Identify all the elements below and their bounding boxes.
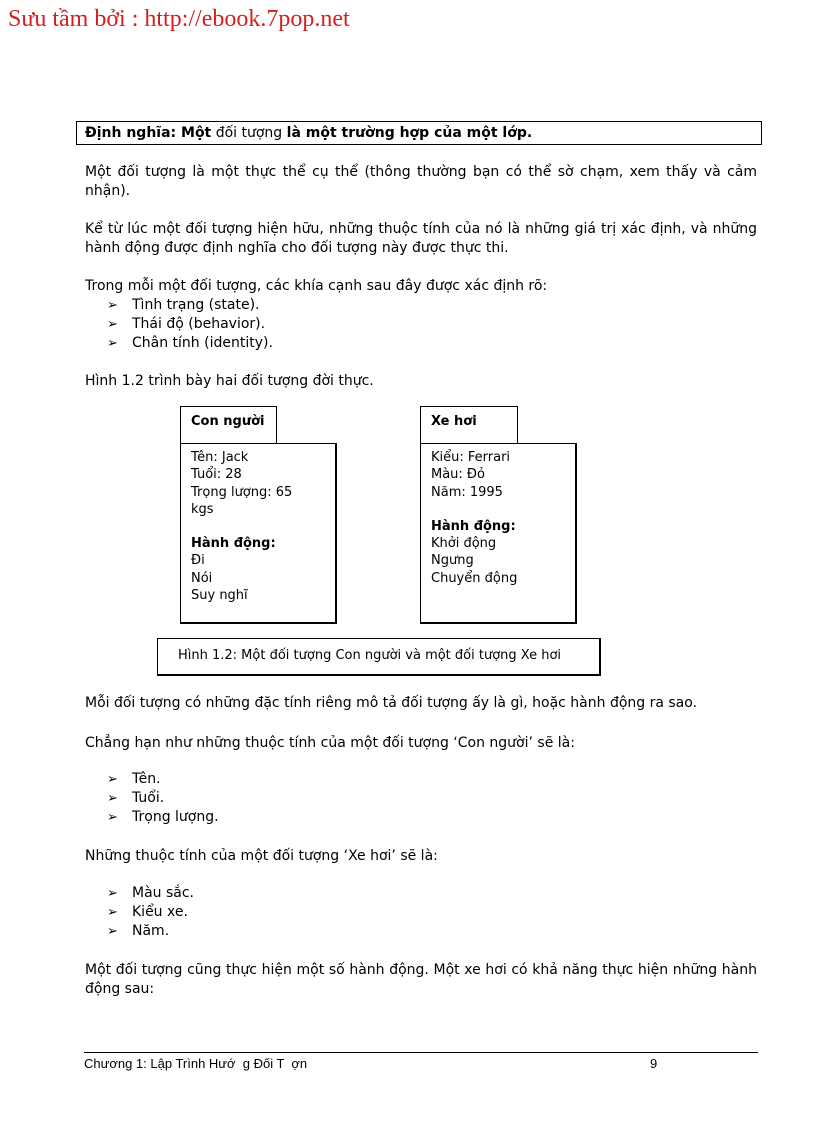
arrow-bullet-icon: ➢ (107, 905, 118, 920)
definition-bold-2: là một trường hợp của một lớp. (286, 125, 533, 141)
page-number: 9 (650, 1056, 658, 1071)
aspects-list (107, 296, 273, 353)
arrow-bullet-icon: ➢ (107, 886, 118, 901)
paragraph-car-actions: Một đối tượng cũng thực hiện một số hành động. Một xe hơi có khả năng thực hiện những hành động sau: (85, 962, 757, 997)
paragraph-figure-intro: Hình 1.2 trình bày hai đối tượng đời thực. (85, 373, 374, 389)
arrow-bullet-icon: ➢ (107, 317, 118, 332)
arrow-bullet-icon: ➢ (107, 810, 118, 825)
paragraph-person-attributes: Chẳng hạn như những thuộc tính của một đối tượng ‘Con người’ sẽ là: (85, 735, 575, 751)
person-actions-label: Hành động: (191, 536, 276, 552)
definition-bold-1: Định nghĩa: Một (85, 125, 212, 141)
car-attributes-list (107, 884, 194, 941)
car-object-title: Xe hơi (420, 406, 518, 444)
car-actions-label: Hành động: (431, 518, 516, 534)
definition-normal: đối tượng (211, 125, 287, 141)
car-object-body: Kiểu: Ferrari Màu: Đỏ Năm: 1995 Hành động: Khởi động Ngưng Chuyển động (420, 443, 577, 624)
list-item: ➢ Trọng lượng. (107, 809, 219, 825)
list-item: ➢ Tình trạng (state). (107, 297, 260, 313)
paragraph-car-attributes: Những thuộc tính của một đối tượng ‘Xe hơi’ sẽ là: (85, 848, 438, 864)
paragraph-aspects: Trong mỗi một đối tượng, các khía cạnh sau đây được xác định rõ: (85, 278, 548, 294)
list-item: ➢ Màu sắc. (107, 885, 195, 901)
list-item: ➢ Kiểu xe. (107, 904, 188, 920)
arrow-bullet-icon: ➢ (107, 336, 118, 351)
arrow-bullet-icon: ➢ (107, 791, 118, 806)
person-object-title: Con người (180, 406, 277, 444)
list-item: ➢ Thái độ (behavior). (107, 316, 266, 332)
definition-box (76, 121, 762, 145)
list-item: ➢ Tuổi. (107, 790, 165, 806)
footer-chapter: Chương 1: Lập Trình Hướ g Đối T ợn (84, 1056, 308, 1071)
arrow-bullet-icon: ➢ (107, 772, 118, 787)
figure-caption: Hình 1.2: Một đối tượng Con người và một đối tượng Xe hơi (157, 638, 601, 676)
paragraph-properties: Mỗi đối tượng có những đặc tính riêng mô tả đối tượng ấy là gì, hoặc hành động ra sao. (85, 695, 698, 711)
list-item: ➢ Năm. (107, 923, 170, 939)
person-attributes-list (107, 770, 219, 827)
person-object-body: Tên: Jack Tuổi: 28 Trọng lượng: 65 kgs Hành động: Đi Nói Suy nghĩ (180, 443, 337, 624)
paragraph-object-exists: Kể từ lúc một đối tượng hiện hữu, những thuộc tính của nó là những giá trị xác định, và những hành động được định nghĩa cho đối tượng này được thực thi. (85, 221, 757, 256)
arrow-bullet-icon: ➢ (107, 924, 118, 939)
list-item: ➢ Chân tính (identity). (107, 335, 273, 351)
watermark-text: Sưu tầm bởi : http://ebook.7pop.net (8, 6, 350, 32)
arrow-bullet-icon: ➢ (107, 298, 118, 313)
list-item: ➢ Tên. (107, 771, 161, 787)
paragraph-object-entity: Một đối tượng là một thực thể cụ thể (thông thường bạn có thể sờ chạm, xem thấy và cảm nhận). (85, 164, 757, 199)
footer-divider (84, 1052, 758, 1053)
